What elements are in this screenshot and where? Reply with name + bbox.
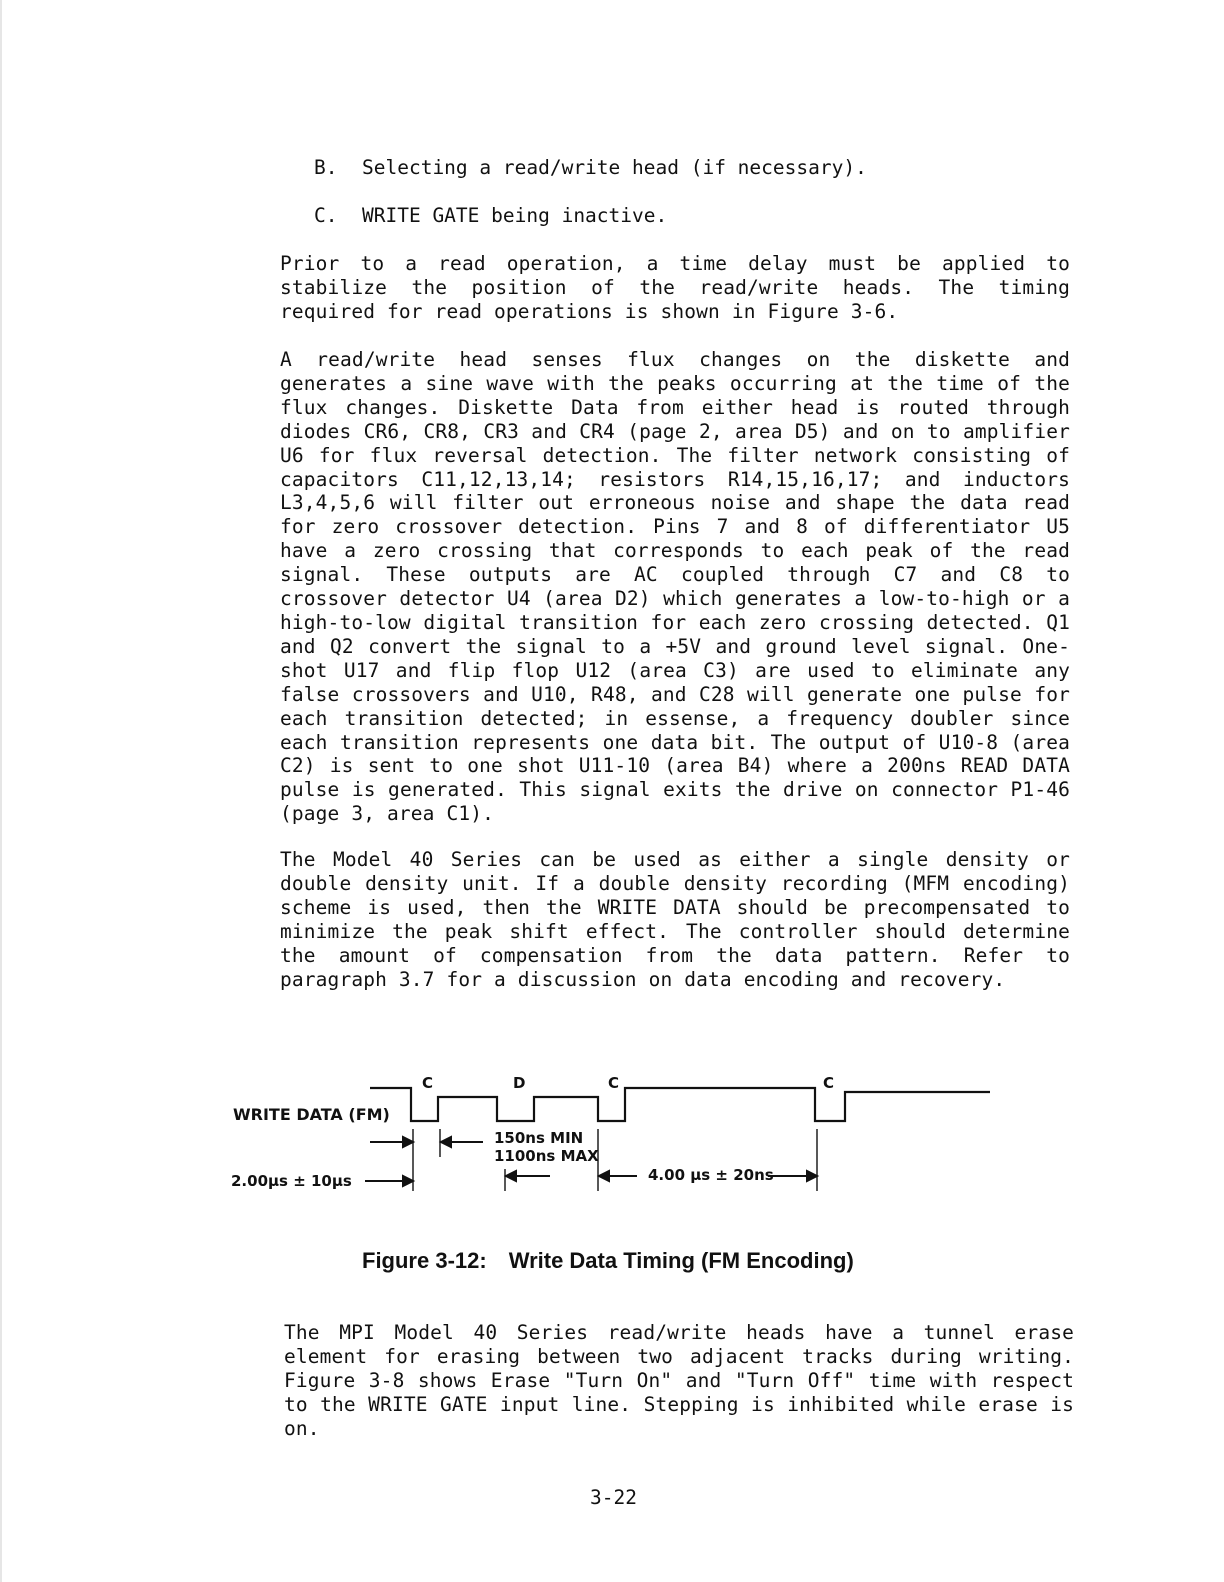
paragraph-read-circuit: A read/write head senses flux changes on the diskette and generates a sine wave with the peaks occurring at the time of the flux changes. Diskette Data from either head is routed through diodes CR6, CR8, CR3 and CR4 (page 2, area D5) and on to amplifier U6 for flux reversal detection. The filter network consisting of capacitors C11,12,13,14; resistors R14,15,16,17; and inductors L3,4,5,6 will filter out erroneous noise and shape the data read for zero crossover detection. Pins 7 and 8 of differentiator U5 have a zero crossing that corresponds to each peak of the read signal. These outputs are AC coupled through C7 and C8 to crossover detector U4 (area D2) which generates a low-to-high or a high-to-low digital transition for each zero crossing detected. Q1 and Q2 convert the signal to a +5V and ground level signal. One-shot U17 and flip flop U12 (area C3) are used to eliminate any false crossovers and U10, R48, and C28 will generate one pulse for each transition detected; in essense, a frequency doubler since each transition represents one data bit. The output of U10-8 (area C2) is sent to one shot U11-10 (area B4) where a 200ns READ DATA pulse is generated. This signal exits the drive on connector P1-46 (page 3, area C1). [280,348,1070,826]
write-data-timing-diagram [225,1065,1005,1205]
timing-period: 2.00µs ± 10µs [231,1172,352,1190]
figure-caption [362,1248,854,1274]
list-item-text: Selecting a read/write head (if necessary). [362,156,867,179]
timing-pulse-max: 1100ns MAX [494,1147,599,1165]
paragraph-read-delay: Prior to a read operation, a time delay must be applied to stabilize the position of the read/write heads. The timing required for read operations is shown in Figure 3-6. [280,252,1070,323]
list-item [314,156,867,180]
page-number: 3-22 [590,1486,637,1509]
timing-pulse-min: 150ns MIN [494,1129,584,1147]
caption-title: Write Data Timing (FM Encoding) [508,1248,854,1273]
pulse-label-d: D [513,1074,526,1092]
pulse-label-c: C [823,1074,835,1092]
write-data-waveform [370,1088,990,1121]
paragraph-density: The Model 40 Series can be used as either a single density or double density unit. If a double density recording (MFM encoding) scheme is used, then the WRITE DATA should be precompensated to minimize the peak shift effect. The controller should determine the amount of compensation from the data pattern. Refer to paragraph 3.7 for a discussion on data encoding and recovery. [280,848,1070,991]
page-edge [0,0,2,1582]
pulse-label-c: C [422,1074,434,1092]
paragraph-tunnel-erase: The MPI Model 40 Series read/write heads have a tunnel erase element for erasing between two adjacent tracks during writing. Figure 3-8 shows Erase "Turn On" and "Turn Off" time with respect to the WRITE GATE input line. Stepping is inhibited while erase is on. [284,1321,1074,1440]
pulse-label-c: C [608,1074,620,1092]
caption-number: Figure 3-12: [362,1248,487,1273]
signal-label: WRITE DATA (FM) [233,1105,390,1124]
list-item [314,204,667,228]
list-marker: C. [314,204,338,227]
list-item-text: WRITE GATE being inactive. [362,204,668,227]
list-marker: B. [314,156,338,179]
timing-cell: 4.00 µs ± 20ns [648,1166,774,1184]
